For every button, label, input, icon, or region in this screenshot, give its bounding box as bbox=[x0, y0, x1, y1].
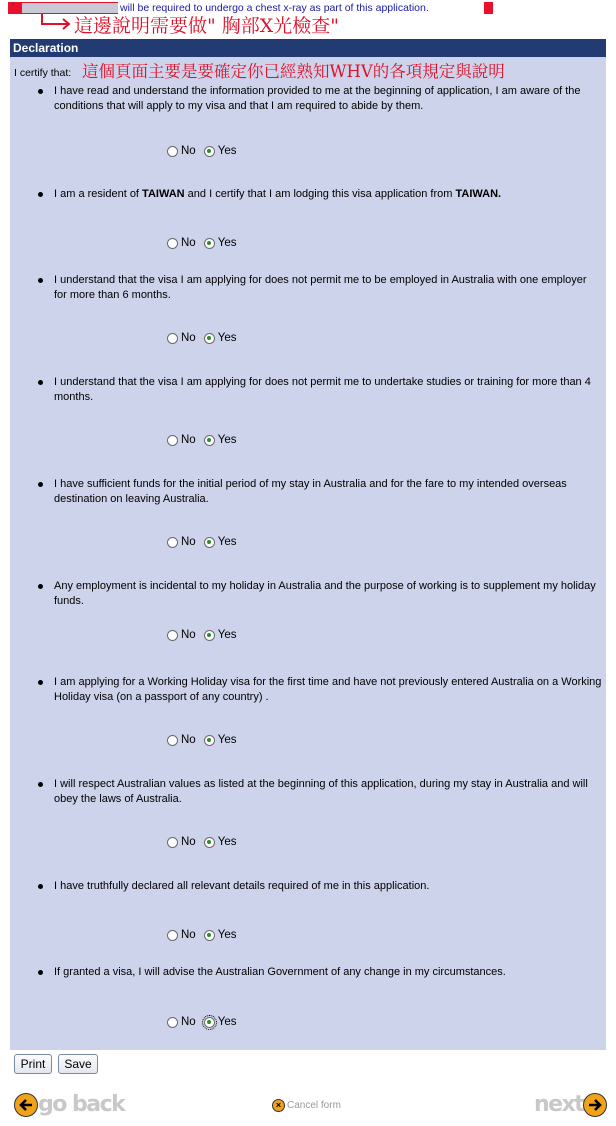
radio-no[interactable] bbox=[167, 630, 178, 641]
yes-no-radio-group bbox=[167, 627, 244, 643]
statement-text: I understand that the visa I am applying for does not permit me to be employed in Australia with one employer for more than 6 months. bbox=[54, 274, 587, 301]
radio-label-no[interactable]: No bbox=[181, 434, 196, 446]
statement-text: I will respect Australian values as listed at the beginning of this application, during my stay in Australia and will obey the laws of Australia. bbox=[54, 778, 588, 805]
yes-no-radio-group bbox=[167, 534, 244, 550]
bullet-icon bbox=[38, 970, 43, 975]
declaration-statement bbox=[54, 477, 602, 507]
country-name: TAIWAN bbox=[142, 188, 185, 200]
yes-no-radio-group bbox=[167, 330, 244, 346]
radio-label-no[interactable]: No bbox=[181, 332, 196, 344]
radio-label-yes[interactable]: Yes bbox=[217, 145, 237, 157]
radio-label-yes[interactable]: Yes bbox=[217, 536, 237, 548]
bullet-icon bbox=[38, 192, 43, 197]
radio-label-yes[interactable]: Yes bbox=[217, 332, 237, 344]
go-back-button[interactable] bbox=[14, 1092, 124, 1117]
radio-no[interactable] bbox=[167, 1017, 178, 1028]
declaration-statement bbox=[54, 84, 602, 114]
radio-label-yes[interactable]: Yes bbox=[217, 1016, 237, 1028]
radio-label-no[interactable]: No bbox=[181, 1016, 196, 1028]
radio-label-no[interactable]: No bbox=[181, 237, 196, 249]
radio-yes[interactable] bbox=[204, 837, 215, 848]
bullet-icon bbox=[38, 680, 43, 685]
radio-no[interactable] bbox=[167, 333, 178, 344]
radio-yes[interactable] bbox=[204, 238, 215, 249]
statement-text: If granted a visa, I will advise the Australian Government of any change in my circumstances. bbox=[54, 966, 506, 978]
statement-text: I have read and understand the information provided to me at the beginning of application, I am aware of the conditions that will apply to my visa and that I am required to abide by them. bbox=[54, 85, 581, 112]
radio-yes[interactable] bbox=[204, 1017, 215, 1028]
bullet-icon bbox=[38, 89, 43, 94]
chest-xray-notice: will be required to undergo a chest x-ray as part of this application. bbox=[118, 2, 484, 14]
radio-no[interactable] bbox=[167, 930, 178, 941]
bullet-icon bbox=[38, 884, 43, 889]
print-button[interactable]: Print bbox=[14, 1054, 52, 1074]
radio-no[interactable] bbox=[167, 735, 178, 746]
statement-text: Any employment is incidental to my holiday in Australia and the purpose of working is to supplement my holiday funds. bbox=[54, 580, 596, 607]
radio-label-no[interactable]: No bbox=[181, 145, 196, 157]
radio-label-no[interactable]: No bbox=[181, 929, 196, 941]
radio-no[interactable] bbox=[167, 537, 178, 548]
declaration-statement bbox=[54, 777, 602, 807]
radio-label-yes[interactable]: Yes bbox=[217, 929, 237, 941]
cancel-x-icon: × bbox=[272, 1099, 285, 1112]
declaration-statement bbox=[54, 579, 602, 609]
radio-label-yes[interactable]: Yes bbox=[217, 836, 237, 848]
statement-text: I am applying for a Working Holiday visa for the first time and have not previously entered Australia on a Working Holiday visa (on a passport of any country) . bbox=[54, 676, 602, 703]
yes-no-radio-group bbox=[167, 834, 244, 850]
declaration-statement bbox=[54, 375, 602, 405]
statement-text: I am a resident of bbox=[54, 188, 143, 200]
country-name: TAIWAN. bbox=[455, 188, 502, 200]
radio-yes[interactable] bbox=[204, 735, 215, 746]
radio-label-yes[interactable]: Yes bbox=[217, 237, 237, 249]
radio-label-no[interactable]: No bbox=[181, 734, 196, 746]
declaration-statement bbox=[54, 273, 602, 303]
radio-label-yes[interactable]: Yes bbox=[217, 734, 237, 746]
yes-no-radio-group bbox=[167, 432, 244, 448]
bullet-icon bbox=[38, 380, 43, 385]
cancel-form-label: Cancel form bbox=[287, 1100, 341, 1111]
declaration-statement bbox=[54, 879, 602, 894]
radio-yes[interactable] bbox=[204, 146, 215, 157]
annotation-arrow-icon bbox=[38, 13, 74, 31]
redacted-name bbox=[22, 3, 118, 13]
radio-no[interactable] bbox=[167, 238, 178, 249]
declaration-header: Declaration bbox=[10, 39, 606, 57]
declaration-statement bbox=[54, 965, 602, 980]
bullet-icon bbox=[38, 482, 43, 487]
notice-prefix: ' bbox=[12, 2, 14, 12]
radio-label-no[interactable]: No bbox=[181, 536, 196, 548]
next-label: next bbox=[534, 1092, 584, 1117]
bullet-icon bbox=[38, 278, 43, 283]
cancel-form-button[interactable] bbox=[272, 1099, 341, 1112]
statement-text: I understand that the visa I am applying for does not permit me to undertake studies or training for more than 4 months. bbox=[54, 376, 591, 403]
radio-label-yes[interactable]: Yes bbox=[217, 434, 237, 446]
certify-label: I certify that: bbox=[14, 67, 72, 79]
radio-no[interactable] bbox=[167, 435, 178, 446]
radio-label-yes[interactable]: Yes bbox=[217, 629, 237, 641]
next-button[interactable] bbox=[534, 1092, 607, 1117]
radio-yes[interactable] bbox=[204, 930, 215, 941]
declaration-panel bbox=[10, 39, 606, 1050]
radio-yes[interactable] bbox=[204, 435, 215, 446]
radio-label-no[interactable]: No bbox=[181, 629, 196, 641]
radio-label-no[interactable]: No bbox=[181, 836, 196, 848]
save-button[interactable]: Save bbox=[58, 1054, 98, 1074]
radio-yes[interactable] bbox=[204, 537, 215, 548]
annotation-banner bbox=[8, 2, 493, 14]
bullet-icon bbox=[38, 782, 43, 787]
go-back-label: go back bbox=[38, 1092, 125, 1117]
statement-text: I have truthfully declared all relevant details required of me in this application. bbox=[54, 880, 430, 892]
declaration-statement bbox=[54, 187, 602, 202]
statement-text: and I certify that I am lodging this visa application from bbox=[184, 188, 456, 200]
statement-text: I have sufficient funds for the initial period of my stay in Australia and for the fare to my intended overseas destination on leaving Australia. bbox=[54, 478, 567, 505]
annotation-page-purpose-note: 這個頁面主要是要確定你已經熟知WHV的各項規定與說明 bbox=[82, 62, 505, 81]
yes-no-radio-group bbox=[167, 732, 244, 748]
bullet-icon bbox=[38, 584, 43, 589]
declaration-statement bbox=[54, 675, 602, 705]
annotation-chest-xray-note: 這邊說明需要做" 胸部X光檢查" bbox=[74, 15, 340, 37]
arrow-right-icon bbox=[583, 1093, 607, 1117]
radio-no[interactable] bbox=[167, 837, 178, 848]
arrow-left-icon bbox=[14, 1093, 38, 1117]
yes-no-radio-group bbox=[167, 1014, 244, 1030]
yes-no-radio-group bbox=[167, 235, 244, 251]
yes-no-radio-group bbox=[167, 143, 244, 159]
yes-no-radio-group bbox=[167, 927, 244, 943]
radio-yes[interactable] bbox=[204, 333, 215, 344]
radio-no[interactable] bbox=[167, 146, 178, 157]
radio-yes[interactable] bbox=[204, 630, 215, 641]
